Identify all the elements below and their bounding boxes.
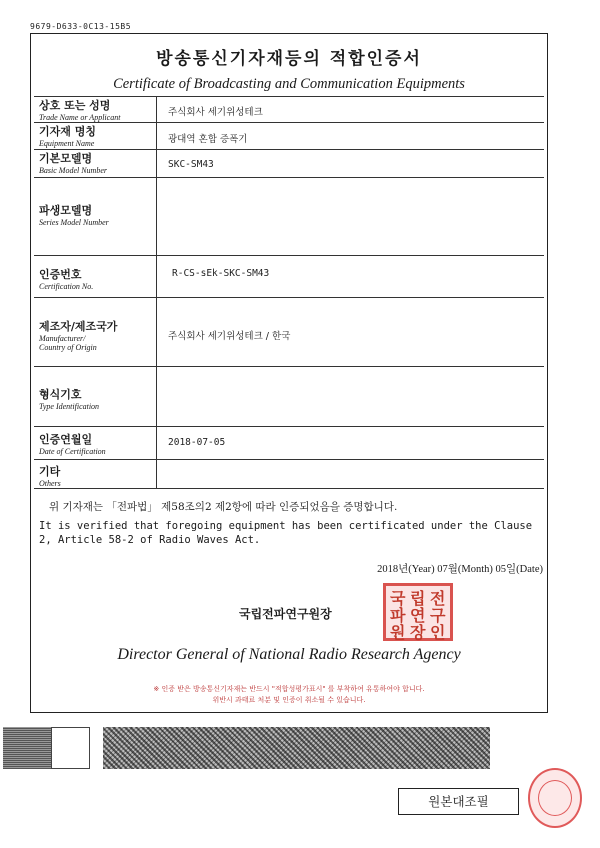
seal-char: 립 [410, 589, 426, 608]
field-label-ko: 제조자/제조국가 [39, 320, 118, 333]
field-label [34, 123, 157, 150]
seal-char: 원 [390, 623, 406, 642]
field-label [34, 427, 157, 460]
field-label [34, 178, 157, 256]
barcode-blank-block [51, 727, 90, 769]
title-korean: 방송통신기자재등의 적합인증서 [156, 49, 422, 69]
field-label [34, 298, 157, 367]
field-row-certification-date [34, 426, 544, 460]
field-label-en: Others [39, 479, 61, 488]
title-english: Certificate of Broadcasting and Communication Equipments [113, 76, 465, 92]
field-label-ko: 기자재 명칭 [39, 125, 96, 138]
field-label [34, 150, 157, 178]
field-value-certification-no: R-CS-sEk-SKC-SM43 [172, 268, 270, 279]
field-label [34, 460, 157, 488]
field-value-basic-model: SKC-SM43 [168, 159, 214, 170]
field-row-certification-no [34, 255, 544, 298]
original-copy-stamp: 원본대조필 [398, 788, 519, 815]
document-number: 9679-D633-0C13-15B5 [30, 22, 132, 31]
seal-char: 구 [430, 606, 446, 625]
circular-seal-icon [528, 768, 582, 828]
field-row-manufacturer [34, 297, 544, 367]
field-label-en: Trade Name or Applicant [39, 113, 121, 122]
field-row-equipment-name [34, 122, 544, 150]
field-label-ko: 파생모델명 [39, 204, 93, 217]
field-label-en: Date of Certification [39, 447, 106, 456]
field-row-type-identification [34, 366, 544, 427]
field-label-ko: 상호 또는 성명 [39, 99, 111, 112]
seal-char: 국 [390, 589, 406, 608]
field-row-series-model [34, 177, 544, 256]
field-value-manufacturer: 주식회사 세기위성테크 / 한국 [168, 331, 291, 342]
barcode-pattern [103, 727, 490, 769]
statement-korean: 위 기자재는 「전파법」 제58조의2 제2항에 따라 인증되었음을 증명합니다. [49, 501, 398, 513]
field-label [34, 97, 157, 123]
field-row-others [34, 459, 544, 489]
field-label-en: Certification No. [39, 282, 94, 291]
seal-char: 인 [430, 623, 446, 642]
issue-date: 2018년(Year) 07월(Month) 05일(Date) [377, 564, 543, 575]
seal-char: 파 [390, 606, 406, 625]
signatory-korean: 국립전파연구원장 [239, 607, 332, 621]
statement-english: It is verified that foregoing equipment has been certificated under the Clause 2, Article 58-2 of Radio Waves Act. [39, 520, 533, 546]
field-label-en: Basic Model Number [39, 166, 107, 175]
field-value-certification-date: 2018-07-05 [168, 437, 226, 448]
field-label-ko: 기본모델명 [39, 152, 93, 165]
field-label-en: Equipment Name [39, 139, 95, 148]
field-label-ko: 인증연월일 [39, 433, 93, 446]
certificate-frame [30, 33, 548, 713]
field-label-en: Series Model Number [39, 218, 109, 227]
field-label-ko: 기타 [39, 465, 61, 478]
field-label-en: Manufacturer/ [39, 334, 86, 343]
field-value-applicant: 주식회사 세기위성테크 [168, 107, 263, 118]
field-row-applicant [34, 96, 544, 123]
seal-char: 전 [430, 589, 446, 608]
barcode-solid-block [3, 727, 51, 769]
notice [31, 684, 547, 706]
notice-line-1: ※ 인증 받은 방송통신기자재는 반드시 "적합성평가표시" 를 부착하여 유통하여야 합니다. [153, 685, 425, 693]
seal-char: 장 [410, 623, 426, 642]
field-label [34, 256, 157, 298]
field-label-en: Type Identification [39, 402, 100, 411]
field-label-en-2: Country of Origin [39, 343, 97, 352]
notice-line-2: 위반시 과태료 처분 및 인증이 취소될 수 있습니다. [212, 696, 366, 704]
field-row-basic-model [34, 149, 544, 178]
field-label-ko: 형식기호 [39, 388, 82, 401]
field-label [34, 367, 157, 427]
signatory-english: Director General of National Radio Research Agency [117, 646, 461, 663]
seal-char: 연 [410, 606, 426, 625]
official-seal-stamp [383, 583, 453, 641]
field-label-ko: 인증번호 [39, 268, 82, 281]
field-value-equipment-name: 광대역 혼합 증폭기 [168, 134, 248, 145]
